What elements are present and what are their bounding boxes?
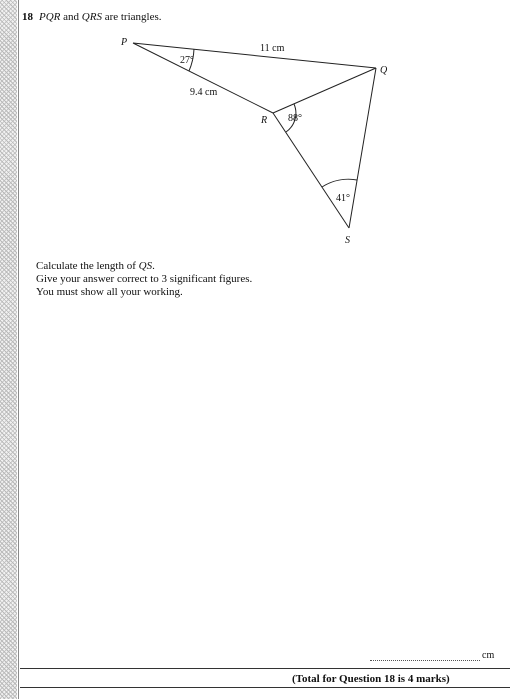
vertex-label-q: Q: [380, 65, 388, 76]
vertex-label-p: P: [121, 37, 128, 48]
side-pq: [133, 43, 376, 68]
triangle-qrs-label: QRS: [81, 11, 102, 23]
footer-rule-bottom: [20, 687, 510, 688]
triangle-pqr-label: PQR: [39, 11, 61, 23]
angle-label-s: 41°: [336, 193, 350, 204]
total-marks: (Total for Question 18 is 4 marks): [292, 673, 450, 685]
answer-line[interactable]: [370, 660, 480, 661]
angle-arc-s: [322, 179, 357, 187]
footer-rule-top: [20, 668, 510, 669]
instruction-period: .: [152, 260, 155, 272]
vertex-label-r: R: [261, 115, 268, 126]
instruction-line-3: You must show all your working.: [36, 286, 183, 298]
side-rs: [273, 113, 349, 228]
answer-unit: cm: [482, 650, 495, 661]
intro-end: are triangles.: [101, 11, 162, 23]
length-label-pr: 9.4 cm: [190, 87, 218, 98]
instruction-text: Calculate the length of: [36, 260, 139, 272]
length-label-pq: 11 cm: [260, 43, 285, 54]
side-pr: [133, 43, 273, 113]
vertex-label-s: S: [345, 235, 350, 246]
angle-label-p: 27°: [180, 55, 194, 66]
side-qs-label: QS: [138, 260, 153, 272]
instruction-line-1: [36, 260, 252, 273]
side-rq: [273, 68, 376, 113]
intro-and: and: [60, 11, 82, 23]
angle-label-r: 88°: [288, 113, 302, 124]
instructions: [36, 260, 252, 299]
side-qs: [349, 68, 376, 228]
instruction-line-2: Give your answer correct to 3 significant figures.: [36, 273, 253, 285]
question-number: 18: [22, 11, 33, 23]
